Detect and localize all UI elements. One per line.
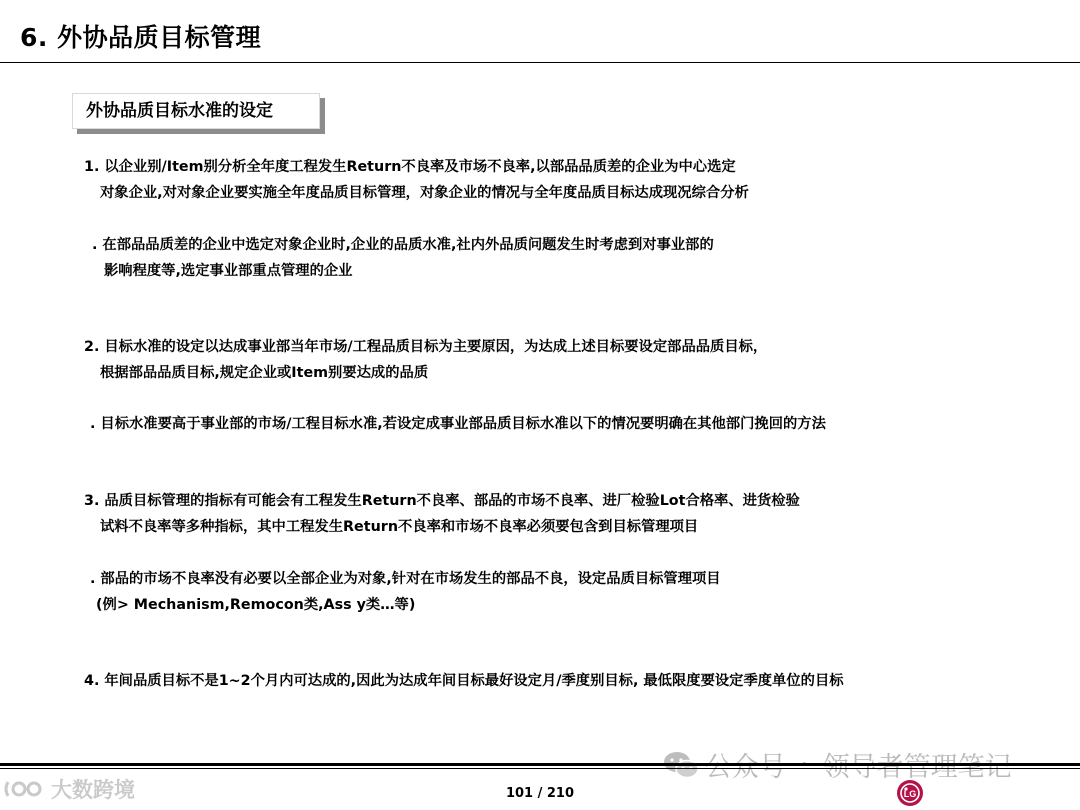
list-item: 1. 以企业别/Item别分析全年度工程发生Return不良率及市场不良率,以部品品质差的企业为中心选定 xyxy=(84,159,736,175)
list-item: 对象企业,对对象企业要实施全年度品质目标管理，对象企业的情况与全年度品质目标达成现况综合分析 xyxy=(100,185,749,201)
title-divider xyxy=(0,62,1080,63)
list-item: 影响程度等,选定事业部重点管理的企业 xyxy=(104,263,353,279)
list-item: . 部品的市场不良率没有必要以全部企业为对象,针对在市场发生的部品不良，设定品质目标管理项目 xyxy=(90,571,721,587)
list-item: . 在部品品质差的企业中选定对象企业时,企业的品质水准,社内外品质问题发生时考虑到对事业部的 xyxy=(92,237,714,253)
list-item: . 目标水准要高于事业部的市场/工程目标水准,若设定成事业部品质目标水准以下的情况要明确在其他部门挽回的方法 xyxy=(90,416,826,432)
section-heading: 外协品质目标水准的设定 xyxy=(72,93,320,129)
page-title: 6. 外协品质目标管理 xyxy=(20,23,262,52)
list-item: 3. 品质目标管理的指标有可能会有工程发生Return不良率、部品的市场不良率、进厂检验Lot合格率、进货检验 xyxy=(84,493,800,509)
lg-logo-icon xyxy=(896,779,924,807)
list-item: 试料不良率等多种指标，其中工程发生Return不良率和市场不良率必须要包含到目标管理项目 xyxy=(100,519,699,535)
lg-logo-text: LG xyxy=(903,789,917,799)
footer-divider xyxy=(0,763,1080,766)
page-number: 101 / 210 xyxy=(505,786,575,801)
list-item: 2. 目标水准的设定以达成事业部当年市场/工程品质目标为主要原因，为达成上述目标要设定部品品质目标， xyxy=(84,339,768,355)
list-item: 4. 年间品质目标不是1~2个月内可达成的,因此为达成年间目标最好设定月/季度别目标, 最低限度要设定季度单位的目标 xyxy=(84,673,844,689)
list-item: (例> Mechanism,Remocon类,Ass y类…等) xyxy=(96,597,416,613)
watermark-left-text: 大数跨境 xyxy=(51,778,135,802)
list-item: 根据部品品质目标,规定企业或Item别要达成的品质 xyxy=(100,365,429,381)
footer-divider-thin xyxy=(0,768,1080,769)
